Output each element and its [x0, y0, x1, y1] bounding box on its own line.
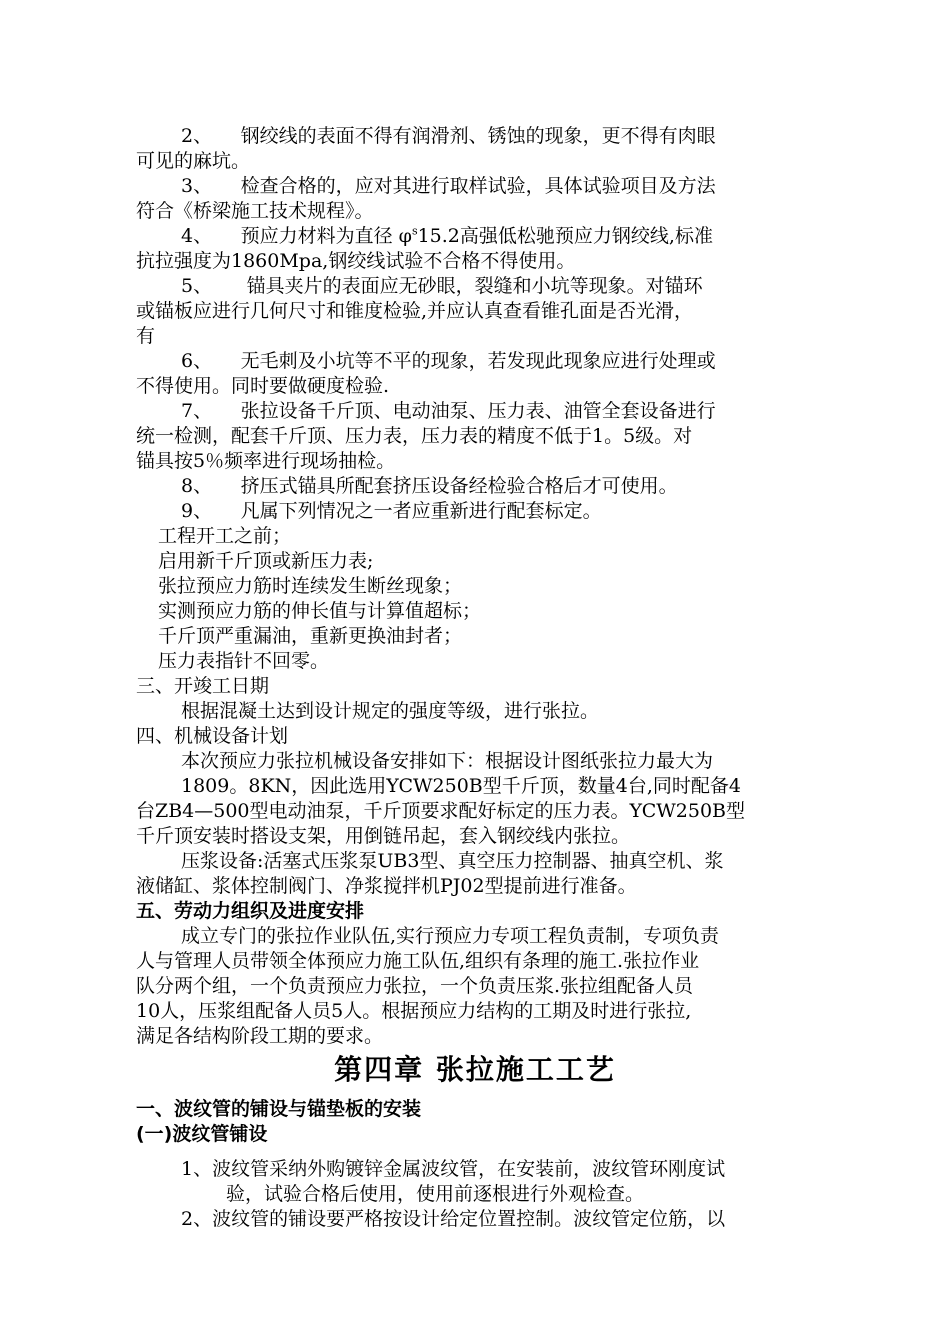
list-item-6: 压力表指针不回零。: [158, 650, 330, 672]
section-4-line-5: 压浆设备:活塞式压浆泵UB3型、真空压力控制器、抽真空机、浆: [181, 850, 724, 872]
section-3-heading: 三、开竣工日期: [136, 675, 270, 697]
para-4-text-b: 15.2高强低松驰预应力钢绞线,标准: [417, 225, 713, 247]
para-7-line-1: 7、 张拉设备千斤顶、电动油泵、压力表、油管全套设备进行: [181, 400, 716, 422]
para-9-line-1: 9、 凡属下列情况之一者应重新进行配套标定。: [181, 500, 602, 522]
para-5-line-1: 5、 锚具夹片的表面应无砂眼，裂缝和小坑等现象。对锚环: [181, 275, 703, 297]
list-item-5: 千斤顶严重漏油，重新更换油封者；: [158, 625, 463, 647]
section-4-line-2: 1809。8KN，因此选用YCW250B型千斤顶，数量4台,同时配备4: [181, 775, 741, 797]
section-5-line-1: 成立专门的张拉作业队伍,实行预应力专项工程负责制，专项负责: [181, 925, 720, 947]
para-4-superscript: s: [411, 224, 418, 238]
section-5-line-4: 10人，压浆组配备人员5人。根据预应力结构的工期及时进行张拉,: [136, 1000, 692, 1022]
para-2-line-1: 2、 钢绞线的表面不得有润滑剂、锈蚀的现象，更不得有肉眼: [181, 125, 716, 147]
section-4-line-6: 液储缸、浆体控制阀门、净浆搅拌机PJ02型提前进行准备。: [136, 875, 637, 897]
item-1-line-1: 1、波纹管采纳外购镀锌金属波纹管，在安装前，波纹管环刚度试: [181, 1158, 726, 1180]
para-4-line-2: 抗拉强度为1860Mpa,钢绞线试验不合格不得使用。: [136, 250, 576, 272]
chapter-title: 第四章 张拉施工工艺: [334, 1053, 616, 1086]
para-6-line-1: 6、 无毛刺及小坑等不平的现象，若发现此现象应进行处理或: [181, 350, 716, 372]
list-item-3: 张拉预应力筋时连续发生断丝现象；: [158, 575, 463, 597]
section-5-line-3: 队分两个组，一个负责预应力张拉，一个负责压浆.张拉组配备人员: [136, 975, 694, 997]
list-item-4: 实测预应力筋的伸长值与计算值超标；: [158, 600, 482, 622]
para-6-line-2: 不得使用。同时要做硬度检验.: [136, 375, 390, 397]
para-4-line-1: [181, 224, 713, 248]
list-item-1: 工程开工之前；: [158, 525, 292, 547]
item-2-line-1: 2、波纹管的铺设要严格按设计给定位置控制。波纹管定位筋，以: [181, 1208, 726, 1230]
subsection-1-heading: 一、波纹管的铺设与锚垫板的安装: [136, 1098, 422, 1120]
item-1-line-2: 验，试验合格后使用，使用前逐根进行外观检查。: [226, 1183, 645, 1205]
para-3-line-2: 符合《桥梁施工技术规程》。: [136, 200, 374, 222]
list-item-2: 启用新千斤顶或新压力表;: [158, 550, 374, 572]
section-4-line-1: 本次预应力张拉机械设备安排如下：根据设计图纸张拉力最大为: [181, 750, 714, 772]
section-4-line-3: 台ZB4—500型电动油泵，千斤顶要求配好标定的压力表。YCW250B型: [136, 800, 746, 822]
section-5-line-2: 人与管理人员带领全体预应力施工队伍,组织有条理的施工.张拉作业: [136, 950, 700, 972]
section-3-body: 根据混凝土达到设计规定的强度等级，进行张拉。: [181, 700, 600, 722]
para-4-text-a: 4、 预应力材料为直径 φ: [181, 225, 412, 247]
para-5-line-2: 或锚板应进行几何尺寸和锥度检验,并应认真查看锥孔面是否光滑，: [136, 300, 694, 322]
section-4-heading: 四、机械设备计划: [136, 725, 289, 747]
para-7-line-3: 锚具按5％频率进行现场抽检。: [136, 450, 396, 472]
para-8-line-1: 8、 挤压式锚具所配套挤压设备经检验合格后才可使用。: [181, 475, 678, 497]
para-2-line-2: 可见的麻坑。: [136, 150, 251, 172]
para-7-line-2: 统一检测，配套千斤顶、压力表，压力表的精度不低于1。5级。对: [136, 425, 693, 447]
section-5-line-5: 满足各结构阶段工期的要求。: [136, 1025, 384, 1047]
para-3-line-1: 3、 检查合格的，应对其进行取样试验，具体试验项目及方法: [181, 175, 716, 197]
section-4-line-4: 千斤顶安装时搭设支架，用倒链吊起，套入钢绞线内张拉。: [136, 825, 631, 847]
para-5-line-3: 有: [136, 325, 156, 347]
section-5-heading: 五、劳动力组织及进度安排: [136, 900, 365, 922]
subsection-1-1-heading: (一)波纹管铺设: [136, 1123, 268, 1145]
